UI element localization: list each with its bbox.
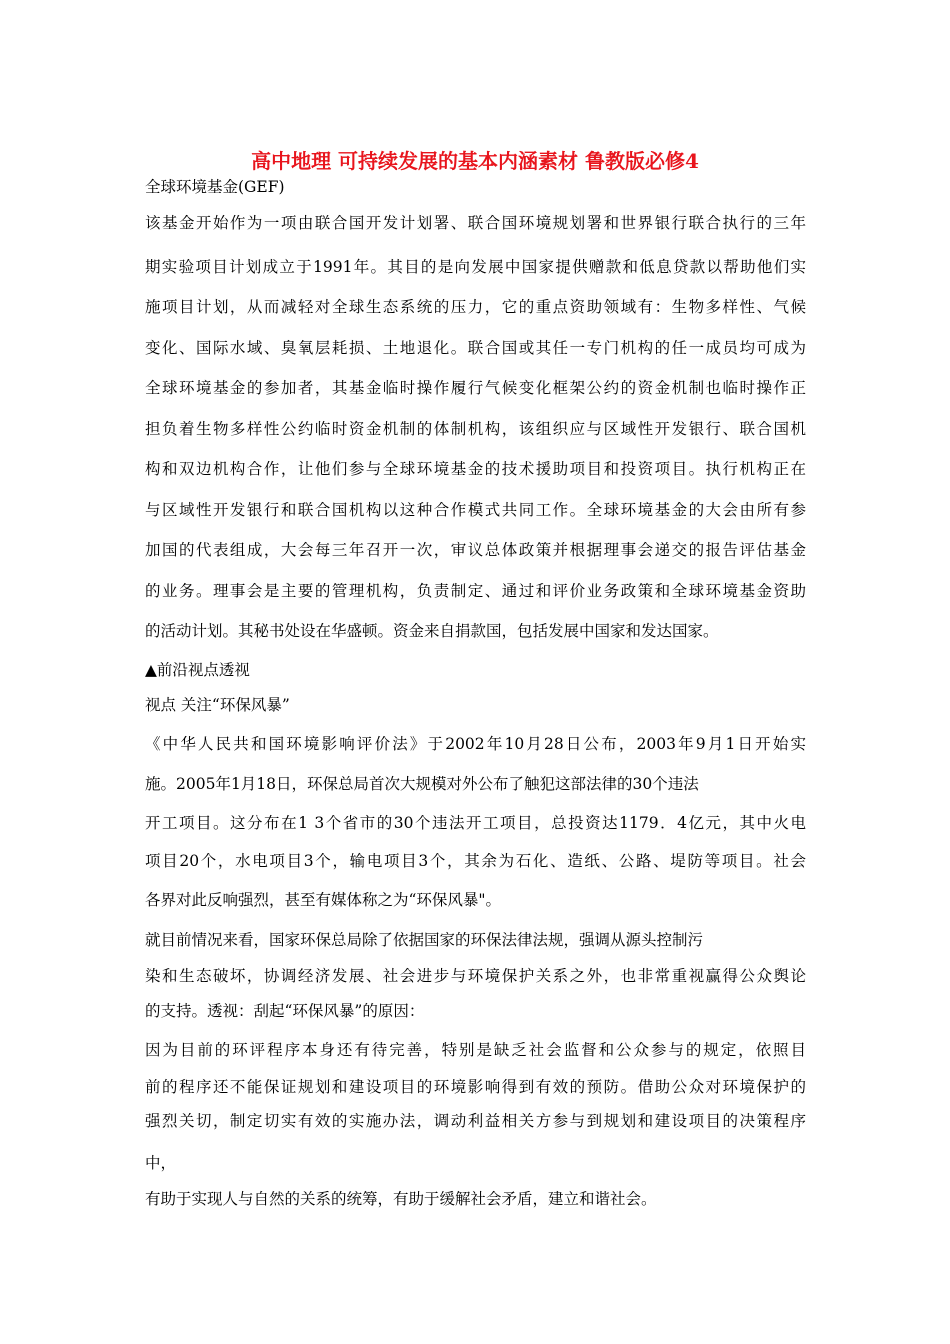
paragraph-line: 担负着生物多样性公约临时资金机制的体制机构，该组织应与区域性开发银行、联合国机 [145, 420, 806, 438]
paragraph-line: 因为目前的环评程序本身还有待完善，特别是缺乏社会监督和公众参与的规定，依照目 [145, 1041, 806, 1059]
paragraph-line: 期实验项目计划成立于1991年。其目的是向发展中国家提供赠款和低息贷款以帮助他们实 [145, 258, 806, 276]
paragraph-line: 开工项目。这分布在1 3个省市的30个违法开工项目，总投资达1179．4亿元，其中火电 [145, 814, 806, 832]
paragraph-line: 构和双边机构合作，让他们参与全球环境基金的技术援助项目和投资项目。执行机构正在 [145, 460, 806, 478]
paragraph-line: 强烈关切，制定切实有效的实施办法，调动利益相关方参与到规划和建设项目的决策程序 [145, 1112, 806, 1130]
paragraph-line: 各界对此反响强烈，甚至有媒体称之为“环保风暴"。 [145, 891, 502, 909]
paragraph-line: 施。2005年1月18日，环保总局首次大规模对外公布了触犯这部法律的30个违法 [145, 775, 699, 793]
paragraph-line: 有助于实现人与自然的关系的统筹，有助于缓解社会矛盾，建立和谐社会。 [145, 1190, 657, 1208]
section-heading-gef: 全球环境基金(GEF) [145, 178, 285, 196]
paragraph-line: 的活动计划。其秘书处设在华盛顿。资金来自捐款国，包括发展中国家和发达国家。 [145, 622, 719, 640]
paragraph-line: 就目前情况来看，国家环保总局除了依据国家的环保法律法规，强调从源头控制污 [145, 931, 704, 949]
paragraph-line: 的业务。理事会是主要的管理机构，负责制定、通过和评价业务政策和全球环境基金资助 [145, 582, 806, 600]
subsection-heading-viewpoint: 视点 关注“环保风暴” [145, 696, 290, 714]
document-title: 高中地理 可持续发展的基本内涵素材 鲁教版必修4 [251, 149, 699, 173]
paragraph-line: 施项目计划，从而减轻对全球生态系统的压力，它的重点资助领域有：生物多样性、气候 [145, 298, 806, 316]
paragraph-line: 染和生态破坏，协调经济发展、社会进步与环境保护关系之外，也非常重视赢得公众舆论 [145, 967, 806, 985]
paragraph-line: 《中华人民共和国环境影响评价法》于2002年10月28日公布，2003年9月1日开始实 [145, 735, 806, 753]
paragraph-line: 项目20个，水电项目3个，输电项目3个，其余为石化、造纸、公路、堤防等项目。社会 [145, 852, 806, 870]
paragraph-line: 中， [145, 1154, 177, 1172]
paragraph-line: 变化、国际水域、臭氧层耗损、土地退化。联合国或其任一专门机构的任一成员均可成为 [145, 339, 806, 357]
paragraph-line: 全球环境基金的参加者，其基金临时操作履行气候变化框架公约的资金机制也临时操作正 [145, 379, 806, 397]
section-heading-frontier: ▲前沿视点透视 [145, 661, 250, 679]
paragraph-line: 该基金开始作为一项由联合国开发计划署、联合国环境规划署和世界银行联合执行的三年 [145, 214, 806, 232]
paragraph-line: 与区域性开发银行和联合国机构以这种合作模式共同工作。全球环境基金的大会由所有参 [145, 501, 806, 519]
paragraph-line: 加国的代表组成，大会每三年召开一次，审议总体政策并根据理事会递交的报告评估基金 [145, 541, 806, 559]
paragraph-line: 的支持。透视：刮起“环保风暴”的原因： [145, 1002, 425, 1020]
paragraph-line: 前的程序还不能保证规划和建设项目的环境影响得到有效的预防。借助公众对环境保护的 [145, 1078, 806, 1096]
